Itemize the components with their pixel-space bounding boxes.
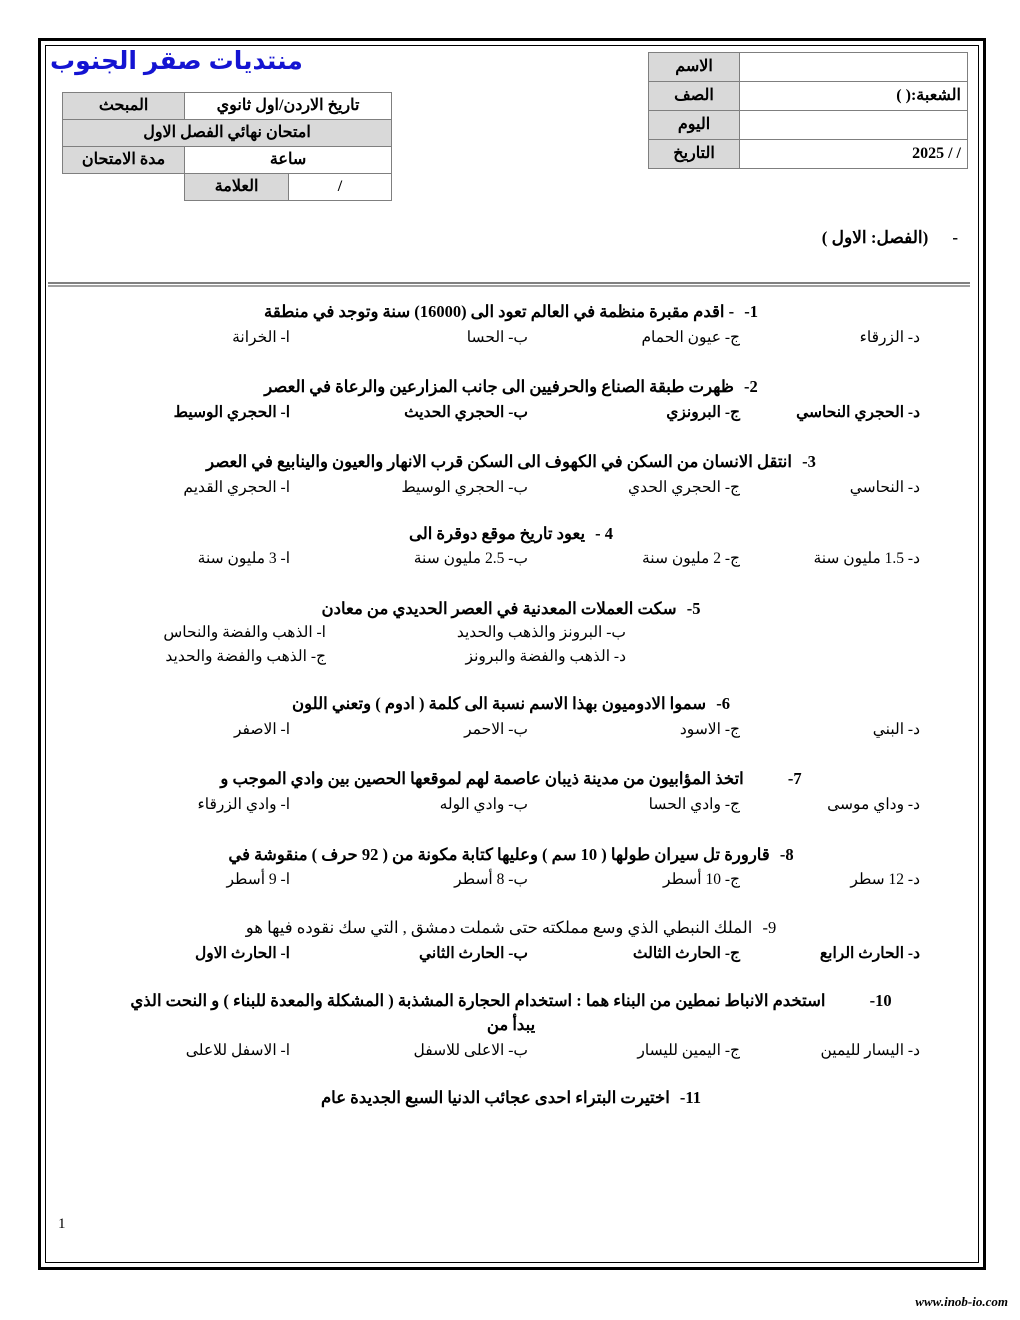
question-option[interactable]: د- الزرقاء [859, 328, 920, 346]
section-divider-rule [48, 282, 970, 287]
question-option[interactable]: د- البني [872, 721, 920, 739]
question-number: 4 - [595, 523, 614, 543]
question-option[interactable]: ب- وادي الوله [439, 796, 528, 814]
question-number: 11- [679, 1087, 702, 1107]
chapter-dash: - [952, 228, 958, 247]
question-options-row [58, 868, 964, 891]
question-option[interactable]: ا- وادي الزرقاء [197, 796, 290, 814]
question-option[interactable]: ج- اليمين لليسار [637, 1041, 740, 1059]
question-options-row [58, 793, 964, 816]
question-block [58, 300, 964, 349]
question-option[interactable]: ج- الاسود [679, 721, 740, 739]
question-stem [58, 767, 964, 791]
question-option[interactable]: ج- وادي الحسا [648, 796, 740, 814]
question-option[interactable]: د- 1.5 مليون سنة [813, 550, 920, 568]
page-number: 1 [58, 1216, 66, 1232]
question-stem [58, 522, 964, 546]
question-option[interactable]: ج- الحجري الحدي [628, 479, 740, 497]
footer-website-url: www.inob-io.com [915, 1294, 1008, 1309]
question-stem [58, 1086, 964, 1110]
student-name-label: الاسم [649, 53, 740, 82]
table-row-date [649, 140, 968, 169]
question-number: 9- [762, 917, 777, 937]
question-lead-dash: - [724, 302, 739, 321]
question-text: قارورة تل سيران طولها ( 10 سم ) وعليها كتابة مكونة من ( 92 حرف ) منقوشة في [228, 844, 774, 864]
question-option[interactable]: ج- الحارث الثالث [632, 944, 740, 962]
question-text: سموا الادوميون بهذا الاسم نسبة الى كلمة ( ادوم ) وتعني اللون [291, 694, 711, 714]
question-option[interactable]: ج- عيون الحمام [641, 328, 740, 346]
exam-duration-value: ساعة [185, 147, 392, 174]
question-option[interactable]: د- وداي موسى [827, 796, 920, 814]
subject-label: المبحث [63, 93, 185, 120]
question-text: الملك النبطي الذي وسع مملكته حتى شملت دمشق , التي سك نقوده فيها هو [245, 917, 757, 937]
question-option[interactable]: ب- البرونز والذهب والحديد [456, 623, 626, 641]
question-stem [58, 692, 964, 716]
question-option[interactable]: ب- الاعلى للاسفل [413, 1041, 528, 1059]
question-option[interactable]: ج- 2 مليون سنة [641, 550, 740, 568]
question-text: ظهرت طبقة الصناع والحرفيين الى جانب المزارعين والرعاة في العصر [264, 377, 739, 397]
question-option[interactable]: ا- الحجري القديم [183, 479, 290, 497]
exam-date-value[interactable]: / / 2025 [740, 140, 968, 169]
question-option[interactable]: ب- الاحمر [464, 721, 528, 739]
question-options-row [58, 401, 964, 424]
exam-date-label: التاريخ [649, 140, 740, 169]
question-stem [58, 989, 964, 1037]
exam-duration-label: مدة الامتحان [63, 147, 185, 174]
question-option[interactable]: ا- 3 مليون سنة [197, 550, 290, 568]
question-block [58, 522, 964, 571]
question-options-row [58, 326, 964, 349]
question-option[interactable]: ا- الاصفر [233, 721, 290, 739]
table-row-duration [63, 147, 392, 174]
question-option[interactable]: ج- الذهب والفضة والحديد [165, 648, 326, 666]
table-row-mark [63, 174, 392, 201]
question-block [58, 767, 964, 816]
question-options-row [58, 621, 964, 646]
question-stem [58, 450, 964, 474]
question-number: 2- [744, 377, 758, 397]
chapter-heading [822, 228, 958, 248]
question-number: 7- [787, 769, 802, 789]
question-text: استخدم الانباط نمطين من البناء هما : استخدام الحجارة المشذبة ( المشكلة والمعدة للبناء ) و النحت الذي [130, 990, 830, 1010]
question-block [58, 597, 964, 671]
question-option[interactable]: ب- الحجري الحديث [404, 404, 528, 422]
question-options-row [58, 547, 964, 570]
table-row-name [649, 53, 968, 82]
questions-container [58, 300, 964, 1130]
question-options-row [58, 1039, 964, 1062]
question-number: 10- [869, 990, 892, 1010]
question-block [58, 916, 964, 965]
table-row-subject [63, 93, 392, 120]
subject-value: تاريخ الاردن/اول ثانوي [185, 93, 392, 120]
forum-watermark-title: منتديات صقر الجنوب [50, 47, 303, 75]
question-stem [58, 843, 964, 867]
question-text-line2: يبدأ من [486, 1014, 536, 1034]
question-option[interactable]: ب- 2.5 مليون سنة [413, 550, 528, 568]
question-options-row [58, 645, 964, 670]
question-options-row [58, 942, 964, 965]
question-option[interactable]: د- الذهب والفضة والبرونز [465, 648, 626, 666]
question-text: سكت العملات المعدنية في العصر الحديدي من معادن [321, 598, 681, 618]
question-options-row [58, 718, 964, 741]
question-block [58, 375, 964, 424]
question-text: يعود تاريخ موقع دوقرة الى [408, 523, 590, 543]
question-option[interactable]: د- الحارث الرابع [819, 944, 920, 962]
exam-day-value[interactable] [740, 111, 968, 140]
question-text: انتقل الانسان من السكن في الكهوف الى السكن قرب الانهار والعيون والينابيع في العصر [206, 452, 797, 472]
question-block [58, 843, 964, 892]
question-text: اختيرت البتراء احدى عجائب الدنيا السبع الجديدة عام [320, 1087, 674, 1107]
exam-mark-label: العلامة [185, 174, 289, 201]
question-option[interactable]: د- النحاسي [849, 479, 920, 497]
question-stem [58, 375, 964, 399]
student-class-value[interactable]: الشعبة:( ) [740, 82, 968, 111]
question-option[interactable]: ا- الاسفل للاعلى [185, 1041, 290, 1059]
student-class-label: الصف [649, 82, 740, 111]
question-text: اقدم مقبرة منظمة في العالم تعود الى (16000) سنة وتوجد في منطقة [264, 302, 725, 321]
exam-title: امتحان نهائي الفصل الاول [63, 120, 392, 147]
table-row-day [649, 111, 968, 140]
question-option[interactable]: ا- الخرانة [232, 328, 290, 346]
question-option[interactable]: د- 12 سطر [850, 871, 920, 889]
question-option[interactable]: ج- البرونزي [666, 404, 740, 422]
question-option[interactable]: ب- الحسا [466, 328, 528, 346]
student-info-table [648, 52, 968, 169]
question-option[interactable]: د- اليسار لليمين [820, 1041, 920, 1059]
question-option[interactable]: ا- الذهب والفضة والنحاس [163, 623, 326, 641]
question-option[interactable]: ا- الحارث الاول [195, 944, 290, 962]
question-block [58, 692, 964, 741]
question-option[interactable]: د- الحجري النحاسي [796, 404, 920, 422]
chapter-text: (الفصل: الاول ) [821, 228, 929, 247]
question-number: 8- [779, 844, 794, 864]
exam-day-label: اليوم [649, 111, 740, 140]
question-number: 5- [686, 598, 701, 618]
table-row-class [649, 82, 968, 111]
question-option[interactable]: ا- 9 أسطر [226, 871, 290, 889]
question-option[interactable]: ب- الحجري الوسيط [401, 479, 528, 497]
question-option[interactable]: ج- 10 أسطر [663, 871, 740, 889]
table-row-exam-title [63, 120, 392, 147]
question-number: 1- [744, 302, 758, 321]
question-block [58, 1086, 964, 1110]
question-number: 3- [802, 452, 816, 472]
mark-row-spacer [63, 174, 185, 201]
question-option[interactable]: ب- الحارث الثاني [419, 944, 528, 962]
question-option[interactable]: ب- 8 أسطر [454, 871, 528, 889]
question-stem [58, 597, 964, 621]
subject-info-table [62, 92, 392, 201]
question-option[interactable]: ا- الحجري الوسيط [173, 404, 290, 422]
question-options-row [58, 476, 964, 499]
question-block [58, 989, 964, 1062]
exam-mark-value[interactable]: / [289, 174, 392, 201]
question-stem [58, 916, 964, 940]
question-block [58, 450, 964, 499]
question-stem [58, 300, 964, 324]
question-text: اتخذ المؤابيون من مدينة ذيبان عاصمة لهم لموقعها الحصين بين وادي الموجب و [220, 769, 748, 789]
question-number: 6- [716, 694, 730, 714]
student-name-value[interactable] [740, 53, 968, 82]
